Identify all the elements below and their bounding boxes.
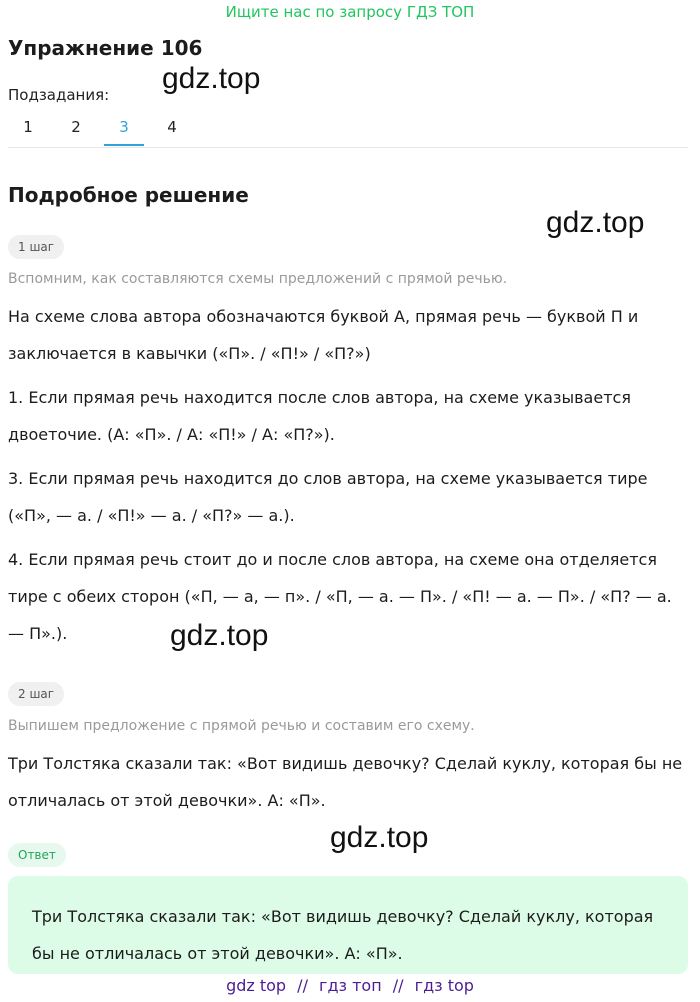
step-paragraph: 1. Если прямая речь находится после слов автора, на схеме указывается двоеточие. (А: «П». / А: «П!» / А: «П?»). bbox=[8, 388, 631, 444]
step-paragraph: Три Толстяка сказали так: «Вот видишь девочку? Сделай куклу, которая бы не отличалась от этой девочки». А: «П». bbox=[8, 754, 683, 810]
watermark: gdz.top bbox=[162, 62, 261, 95]
footer-separator: // bbox=[297, 976, 308, 995]
tab-subtask-3[interactable]: 3 bbox=[104, 112, 144, 146]
tab-subtask-1[interactable]: 1 bbox=[23, 118, 33, 136]
step-paragraph: 4. Если прямая речь стоит до и после слов автора, на схеме она отделяется тире с обеих сторон («П, — а, — п». / «П, — а. — П». / «П! — а. — П». / «П? — а. — П».). bbox=[8, 550, 672, 643]
step-hint: Выпишем предложение с прямой речью и составим его схему. bbox=[8, 718, 475, 734]
subtasks-label: Подзадания: bbox=[8, 86, 110, 104]
step-paragraph: 3. Если прямая речь находится до слов автора, на схеме указывается тире («П», — а. / «П!» — а. / «П?» — а.). bbox=[8, 469, 648, 525]
section-title: Подробное решение bbox=[8, 183, 249, 207]
footer-link[interactable]: гдз top bbox=[414, 976, 474, 995]
subtask-tabs bbox=[8, 112, 200, 146]
step-hint: Вспомним, как составляются схемы предложений с прямой речью. bbox=[8, 271, 508, 287]
page-title: Упражнение 106 bbox=[8, 36, 203, 60]
divider bbox=[8, 147, 688, 148]
step-badge: 2 шаг bbox=[8, 682, 64, 706]
footer-links bbox=[0, 976, 700, 995]
footer-link[interactable]: гдз топ bbox=[319, 976, 382, 995]
footer-separator: // bbox=[392, 976, 404, 995]
answer-badge: Ответ bbox=[8, 843, 66, 867]
watermark: gdz.top bbox=[170, 619, 269, 652]
footer-link[interactable]: gdz top bbox=[226, 976, 287, 995]
top-banner[interactable]: Ищите нас по запросу ГДЗ ТОП bbox=[225, 3, 475, 21]
step-paragraph: На схеме слова автора обозначаются буквой А, прямая речь — буквой П и заключается в кавычки («П». / «П!» / «П?») bbox=[8, 307, 639, 363]
step-badge: 1 шаг bbox=[8, 235, 64, 259]
tab-subtask-4[interactable]: 4 bbox=[167, 118, 177, 136]
answer-text: Три Толстяка сказали так: «Вот видишь девочку? Сделай куклу, которая бы не отличалась от этой девочки». А: «П». bbox=[32, 907, 654, 963]
tab-subtask-2[interactable]: 2 bbox=[71, 118, 81, 136]
watermark: gdz.top bbox=[330, 821, 429, 854]
watermark: gdz.top bbox=[546, 206, 645, 239]
